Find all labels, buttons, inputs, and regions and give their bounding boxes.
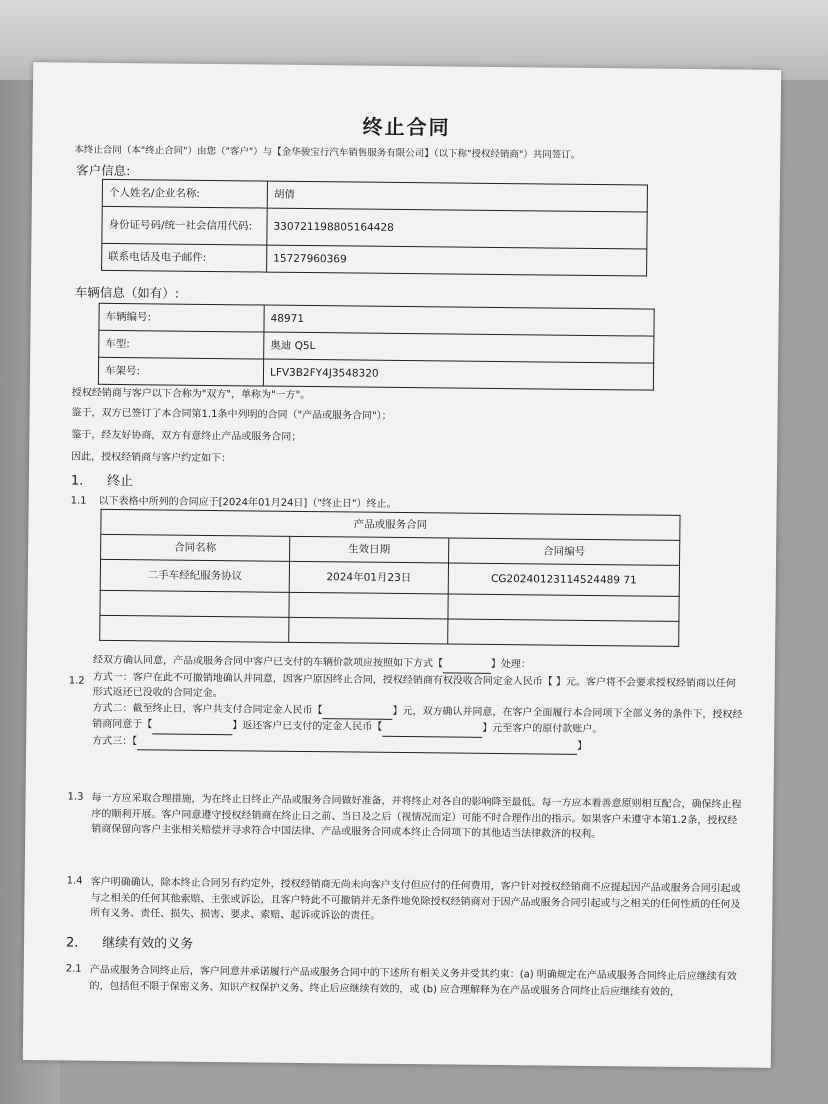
customer-label: 联系电话及电子邮件: [102,243,267,272]
method-3-blank [137,734,577,755]
section-title: 终止 [106,473,134,490]
empty-cell [448,619,679,646]
clause-1-4-text: 客户明确确认，除本终止合同另有约定外，授权经销商无尚未向客户支付但应付的任何费用，客户针对授权经销商不应提起因产品或服务合同引起或与之相关的任何其他索赔、主张或诉讼，且客户特此不可撤销并无条件地免除授权经销商对于因产品或服务合同引起或与之相关的任何性质的任何及所有义务、责任、损失、损害、要求、索赔、起诉或诉讼的责任。 [90,876,741,922]
table-row [100,615,679,646]
intro-paragraph: 本终止合同（本"终止合同"）由您（"客户"）与【金华骏宝行汽车销售服务有限公司】（以下称"授权经销商"）共同签订。 [74,144,581,161]
column-header: 合同名称 [101,534,290,561]
clause-number: 1.2 [68,675,85,687]
clause-1-1-text: 以下表格中所列的合同应于[2024年01月24日]（"终止日"）终止。 [98,495,397,510]
recital-whereas-1: 鉴于，双方已签订了本合同第1.1条中列明的合同（"产品或服务合同"）； [71,407,392,422]
refund-date-blank [152,717,232,734]
contract-date-cell: 2024年01月23日 [289,561,448,594]
vehicle-value: LFV3B2FY4J3548320 [263,359,653,390]
customer-label: 身份证号码/统一社会信用代码: [102,206,267,245]
method-2-text-b: 】元，双方确认并同意，在客户全面履行本合同项下全部义务的条件下，授权经销商同意于【 [92,705,743,731]
empty-cell [100,615,289,642]
customer-value: 330721198805164428 [267,208,647,249]
contracts-caption: 产品或服务合同 [101,509,680,540]
method-2-text-d: 】元至客户的原付款账户。 [482,722,603,736]
clause-2-1-text: 产品或服务合同终止后，客户同意并承诺履行产品或服务合同中的下述所有相关义务并受其约束：(a) 明确规定在产品或服务合同终止后应继续有效的，包括但不限于保密义务、知识产权保护义务、终止后应继续有效的，或 (b) 应合理解释为在产品或服务合同终止后应继续有效的， [89,964,737,998]
recital-therefore: 因此，授权经销商与客户约定如下： [71,451,232,465]
paper-sheet [23,62,781,1068]
document-title: 终止合同 [362,114,451,140]
customer-value: 15727960369 [267,245,647,276]
clause-1-3-text: 每一方应采取合理措施，为在终止日终止产品或服务合同做好准备，并将终止对各自的影响降至最低。每一方应本着善意原则相互配合，确保终止程序的顺利开展。客户同意遵守授权经销商在终止日之前、当日及之后（视情况而定）可能不时合理作出的指示。如果客户未遵守本第1.2条，授权经销商保留向客户主张相关赔偿并寻求符合中国法律、产品或服务合同或本终止合同项下的其他适当法律救济的权利。 [91,792,742,841]
method-2-text: 方式二：截至终止日，客户共支付合同定金人民币【 [92,702,323,716]
vehicle-label: 车型: [99,330,264,359]
table-row [102,206,647,249]
method-3-end: 】 [577,740,588,752]
clause-1-2-text [92,653,745,757]
clause-number: 1.1 [70,495,87,507]
section-number: 1. [70,473,84,489]
method-3-text: 方式三：【 [92,735,138,747]
vehicle-label: 车架号: [98,357,263,386]
column-header: 生效日期 [290,536,449,563]
customer-section-label: 客户信息: [76,162,131,179]
table-row [98,357,653,390]
section-1-heading [71,473,133,491]
empty-cell [289,592,448,619]
vehicle-label: 车辆编号: [99,303,264,332]
vehicle-value: 奥迪 Q5L [264,332,654,363]
table-row [102,243,647,276]
empty-cell [100,590,289,617]
deposit-amount-blank [322,703,392,720]
vehicle-info-table [98,303,655,391]
contract-name-cell: 二手车经纪服务协议 [100,559,289,592]
section-2-heading [66,935,193,954]
empty-cell [289,617,448,644]
column-header: 合同编号 [449,538,680,565]
recital-parties: 授权经销商与客户以下合称为"双方"，单称为"一方"。 [71,387,311,402]
customer-label: 个人姓名/企业名称: [102,179,267,208]
clause-number: 1.3 [67,791,84,803]
method-2-text-c: 】返还客户已支付的定金人民币【 [232,720,383,733]
contracts-table [99,509,680,647]
empty-cell [448,594,679,621]
recital-whereas-2: 鉴于，经友好协商，双方有意终止产品或服务合同； [71,429,302,443]
contract-number-cell: CG20240123114524489 71 [448,563,679,596]
clause-number: 2.1 [65,963,82,975]
vehicle-value: 48971 [264,305,654,336]
method-1-text: 方式一：客户在此不可撤销地确认并同意，因客户原因终止合同，授权经销商有权没收合同定金人民币【 】元。客户将不会要求授权经销商以任何形式返还已没收的合同定金。 [92,671,737,700]
document-page [23,62,781,1068]
method-blank [443,656,491,673]
vehicle-section-label: 车辆信息（如有）: [74,284,180,301]
clause-1-2-lead-end: 】处理： [490,658,532,671]
refund-amount-blank [382,720,482,738]
section-number: 2. [65,935,79,951]
customer-value: 胡倩 [267,181,647,212]
clause-1-2-lead: 经双方确认同意，产品或服务合同中客户已支付的车辆价款项应按照如下方式【 [92,654,444,670]
section-title: 继续有效的义务 [102,935,194,952]
clause-number: 1.4 [66,875,83,887]
customer-info-table [101,179,648,277]
